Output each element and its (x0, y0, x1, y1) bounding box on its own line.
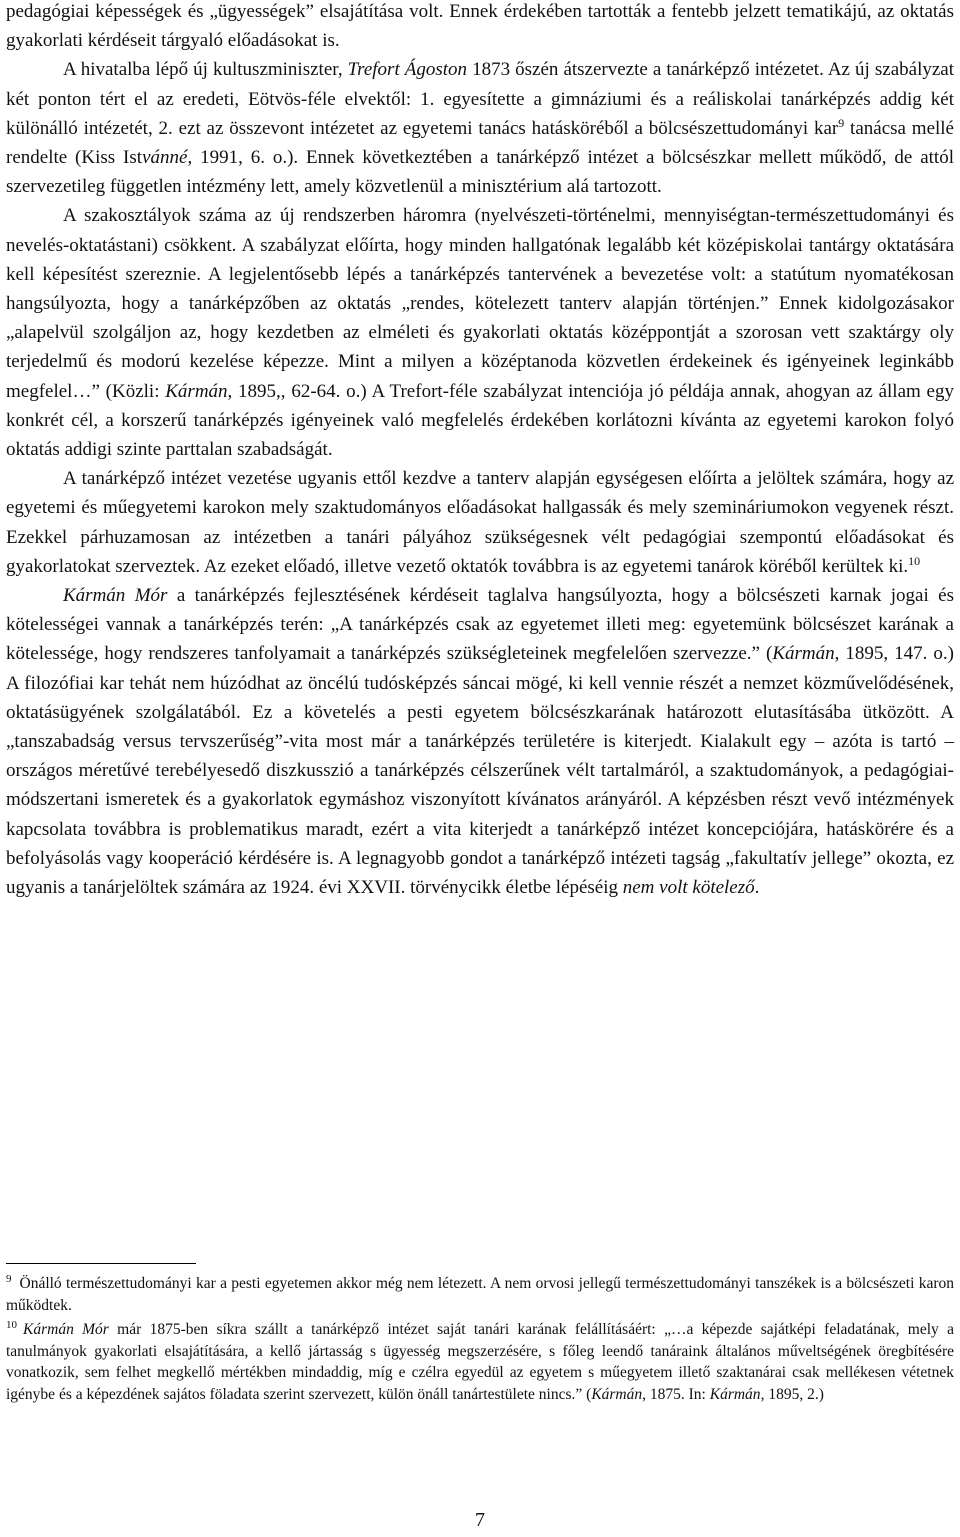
italic-run: Kármán (709, 1385, 761, 1403)
text-run: a tanárképzés fejlesztésének kérdéseit taglalva hangsúlyozta, hogy a bölcsészeti karnak jogai és kötelességei vannak a tanárképzés terén: „A tanárképzés csak az egyetemet illeti meg: egyetemünk bölcsészet karának a kötelessége, hogy rendszeres tanfolyamait a tanárképzés szükségleteinek megfelelően szervezze.” ( (6, 585, 954, 665)
italic-run: Kármán Mór (23, 1321, 109, 1338)
paragraph-1 (6, 0, 954, 55)
text-run: , 1895, 147. o.) A filozófiai kar tehát nem húzódhat az öncélú tudósképzés sáncai mögé, ki kell vennie részét a nemzet közművelődésének, oktatásügyének szolgálatából. Ez a követelés a pesti egyetem bölcsészkarának határozott elutasításába ütközött. A „tanszabadság versus tervszerűség”-vita most már a tanárképzés területére is kiterjedt. Kialakult egy – azóta is tartó – országos méretűvé terebélyesedő diszkusszió a tanárképzés célszerűnek vélt tartalmáról, a szaktudományok, a pedagógiai-módszertani ismeretek és a gyakorlatok egymáshoz viszonyított kívánatos arányáról. A képzésben részt vevő intézmények kapcsolata továbbra is problematikus maradt, ezért a vita kiterjedt a tanárképző intézet koncepciójára, hatáskörére és a befolyásolás vagy kooperáció kérdésére is. A legnagyobb gondot a tanárképző intézeti tagság „fakultatív jellege” okozta, ez ugyanis a tanárjelöltek számára az 1924. évi XXVII. törvénycikk életbe lépéséig (6, 643, 955, 899)
paragraph-5 (6, 581, 954, 902)
footnote-10 (6, 1319, 954, 1405)
italic-run: Kármán Mór (63, 585, 168, 607)
footnote-ref-10[interactable]: 10 (908, 553, 921, 568)
text-run: Önálló természettudományi kar a pesti egyetemen akkor még nem létezett. A nem orvosi jellegű természettudományi tanszékek is a bölcsészeti karon működtek. (6, 1275, 954, 1314)
text-run: , 1991, 6. o.). Ennek következtében a tanárképző intézet a bölcsészkar mellett működő, de attól szervezetileg független intézmény lett, amely közvetlenül a minisztérium alá tartozott. (6, 147, 954, 198)
text-run: tanácsa mellé rendelte (Kiss Ist (6, 117, 954, 169)
paragraph-3 (6, 201, 954, 464)
footnote-number: 10 (6, 1319, 17, 1331)
page-number: 7 (475, 1509, 485, 1531)
italic-run: Kármán (772, 643, 835, 665)
text-run: , 1875. In: (642, 1385, 710, 1403)
italic-run: Kármán (165, 380, 228, 402)
footnote-ref-9[interactable]: 9 (838, 115, 845, 130)
italic-run: Trefort Ágoston (347, 59, 468, 81)
main-text (6, 0, 954, 902)
text-run: 1873 őszén átszervezte a tanárképző intézetet. Az új szabályzat két ponton tért el az eredeti, Eötvös-féle elvektől: 1. egyesítette a gimnáziumi és a reáliskolai tanárképzés addig két különálló intézetét, 2. ezt az összevont intézetet az egyetemi tanács hatásköréből a bölcsészettudományi kar (6, 59, 954, 139)
footnotes (6, 1273, 954, 1408)
italic-run: vánné (142, 147, 188, 169)
text-run: A hivatalba lépő új kultuszminiszter, (63, 59, 348, 81)
paragraph-4 (6, 464, 954, 581)
text-run: , 1895, 2.) (760, 1385, 824, 1403)
italic-run: Kármán (591, 1385, 643, 1403)
footnote-number: 9 (6, 1273, 12, 1285)
document-page (6, 0, 954, 902)
italic-run: nem volt kötelező (622, 877, 755, 899)
text-run: , 1895,, 62-64. o.) A Trefort-féle szabályzat intenciója jó példája annak, ahogyan az állam egy konkrét cél, a korszerű tanárképzés igényeinek való megfelelés érdekében korlátozni kívánta az egyetemi karokon folyó oktatás addigi szinte parttalan szabadságát. (6, 380, 954, 461)
text-run: már 1875-ben síkra szállt a tanárképző intézet saját tanári karának felállításáért: „…a képezde sajátképi feladatának, mely a tanulmányok gyakorlati elsajátítására, a kellő jártasság s ügyesség megszerzésére, s főleg leendő tanáraink általános műveltségének öregbítésére vonatkozik, sem felhet megkellő mértékben mindaddig, míg e czélra egyedül az egyetem s műegyetem illető szaktanárai csak mellékesen vétetnek igénybe és a képezdének sajátos föladata szerint szervezett, külön önáll tanártestülete nincs.” ( (6, 1321, 954, 1403)
text-run: . (754, 877, 760, 899)
text-run: pedagógiai képességek és „ügyességek” elsajátítása volt. Ennek érdekében tartották a fentebb jelzett tematikájú, az oktatás gyakorlati kérdéseit tárgyaló előadásokat is. (6, 1, 954, 52)
text-run: A tanárképző intézet vezetése ugyanis ettől kezdve a tanterv alapján egységesen előírta a jelöltek számára, hogy az egyetemi és műegyetemi karokon mely szaktudományos előadásokat hallgassák és mely szemináriumokon vegyenek részt. Ezekkel párhuzamosan az intézetben a tanári pályához szükségesnek vélt pedagógiai szempontú előadásokat és gyakorlatokat szerveztek. Az ezeket előadó, illetve vezető oktatók továbbra is az egyetemi tanárok köréből kerültek ki. (6, 468, 954, 577)
footnote-divider (6, 1263, 196, 1264)
text-run: A szakosztályok száma az új rendszerben háromra (nyelvészeti-történelmi, mennyiségtan-természettudományi és nevelés-oktatástani) csökkent. A szabályzat előírta, hogy minden hallgatónak legalább két középiskolai tantárgy oktatására kell képesítést szereznie. A legjelentősebb lépés a tanárképzés tantervének a bevezetése volt: a statútum nyomatékosan hangsúlyozta, hogy a tanárképzőben az oktatás „rendes, kötelezett tanterv alapján történjen.” Ennek kidolgozásakor „alapelvül szolgáljon az, hogy kezdetben az elméleti és gyakorlati oktatás középpontját a szorosan vett szaktárgy oly terjedelmű és modorú kezelése képezze. Mint a milyen a középtanoda közvetlen érdekeinek és igényeinek leginkább megfelel…” (Közli: (6, 205, 954, 402)
footnote-9 (6, 1273, 954, 1316)
paragraph-2 (6, 55, 954, 201)
